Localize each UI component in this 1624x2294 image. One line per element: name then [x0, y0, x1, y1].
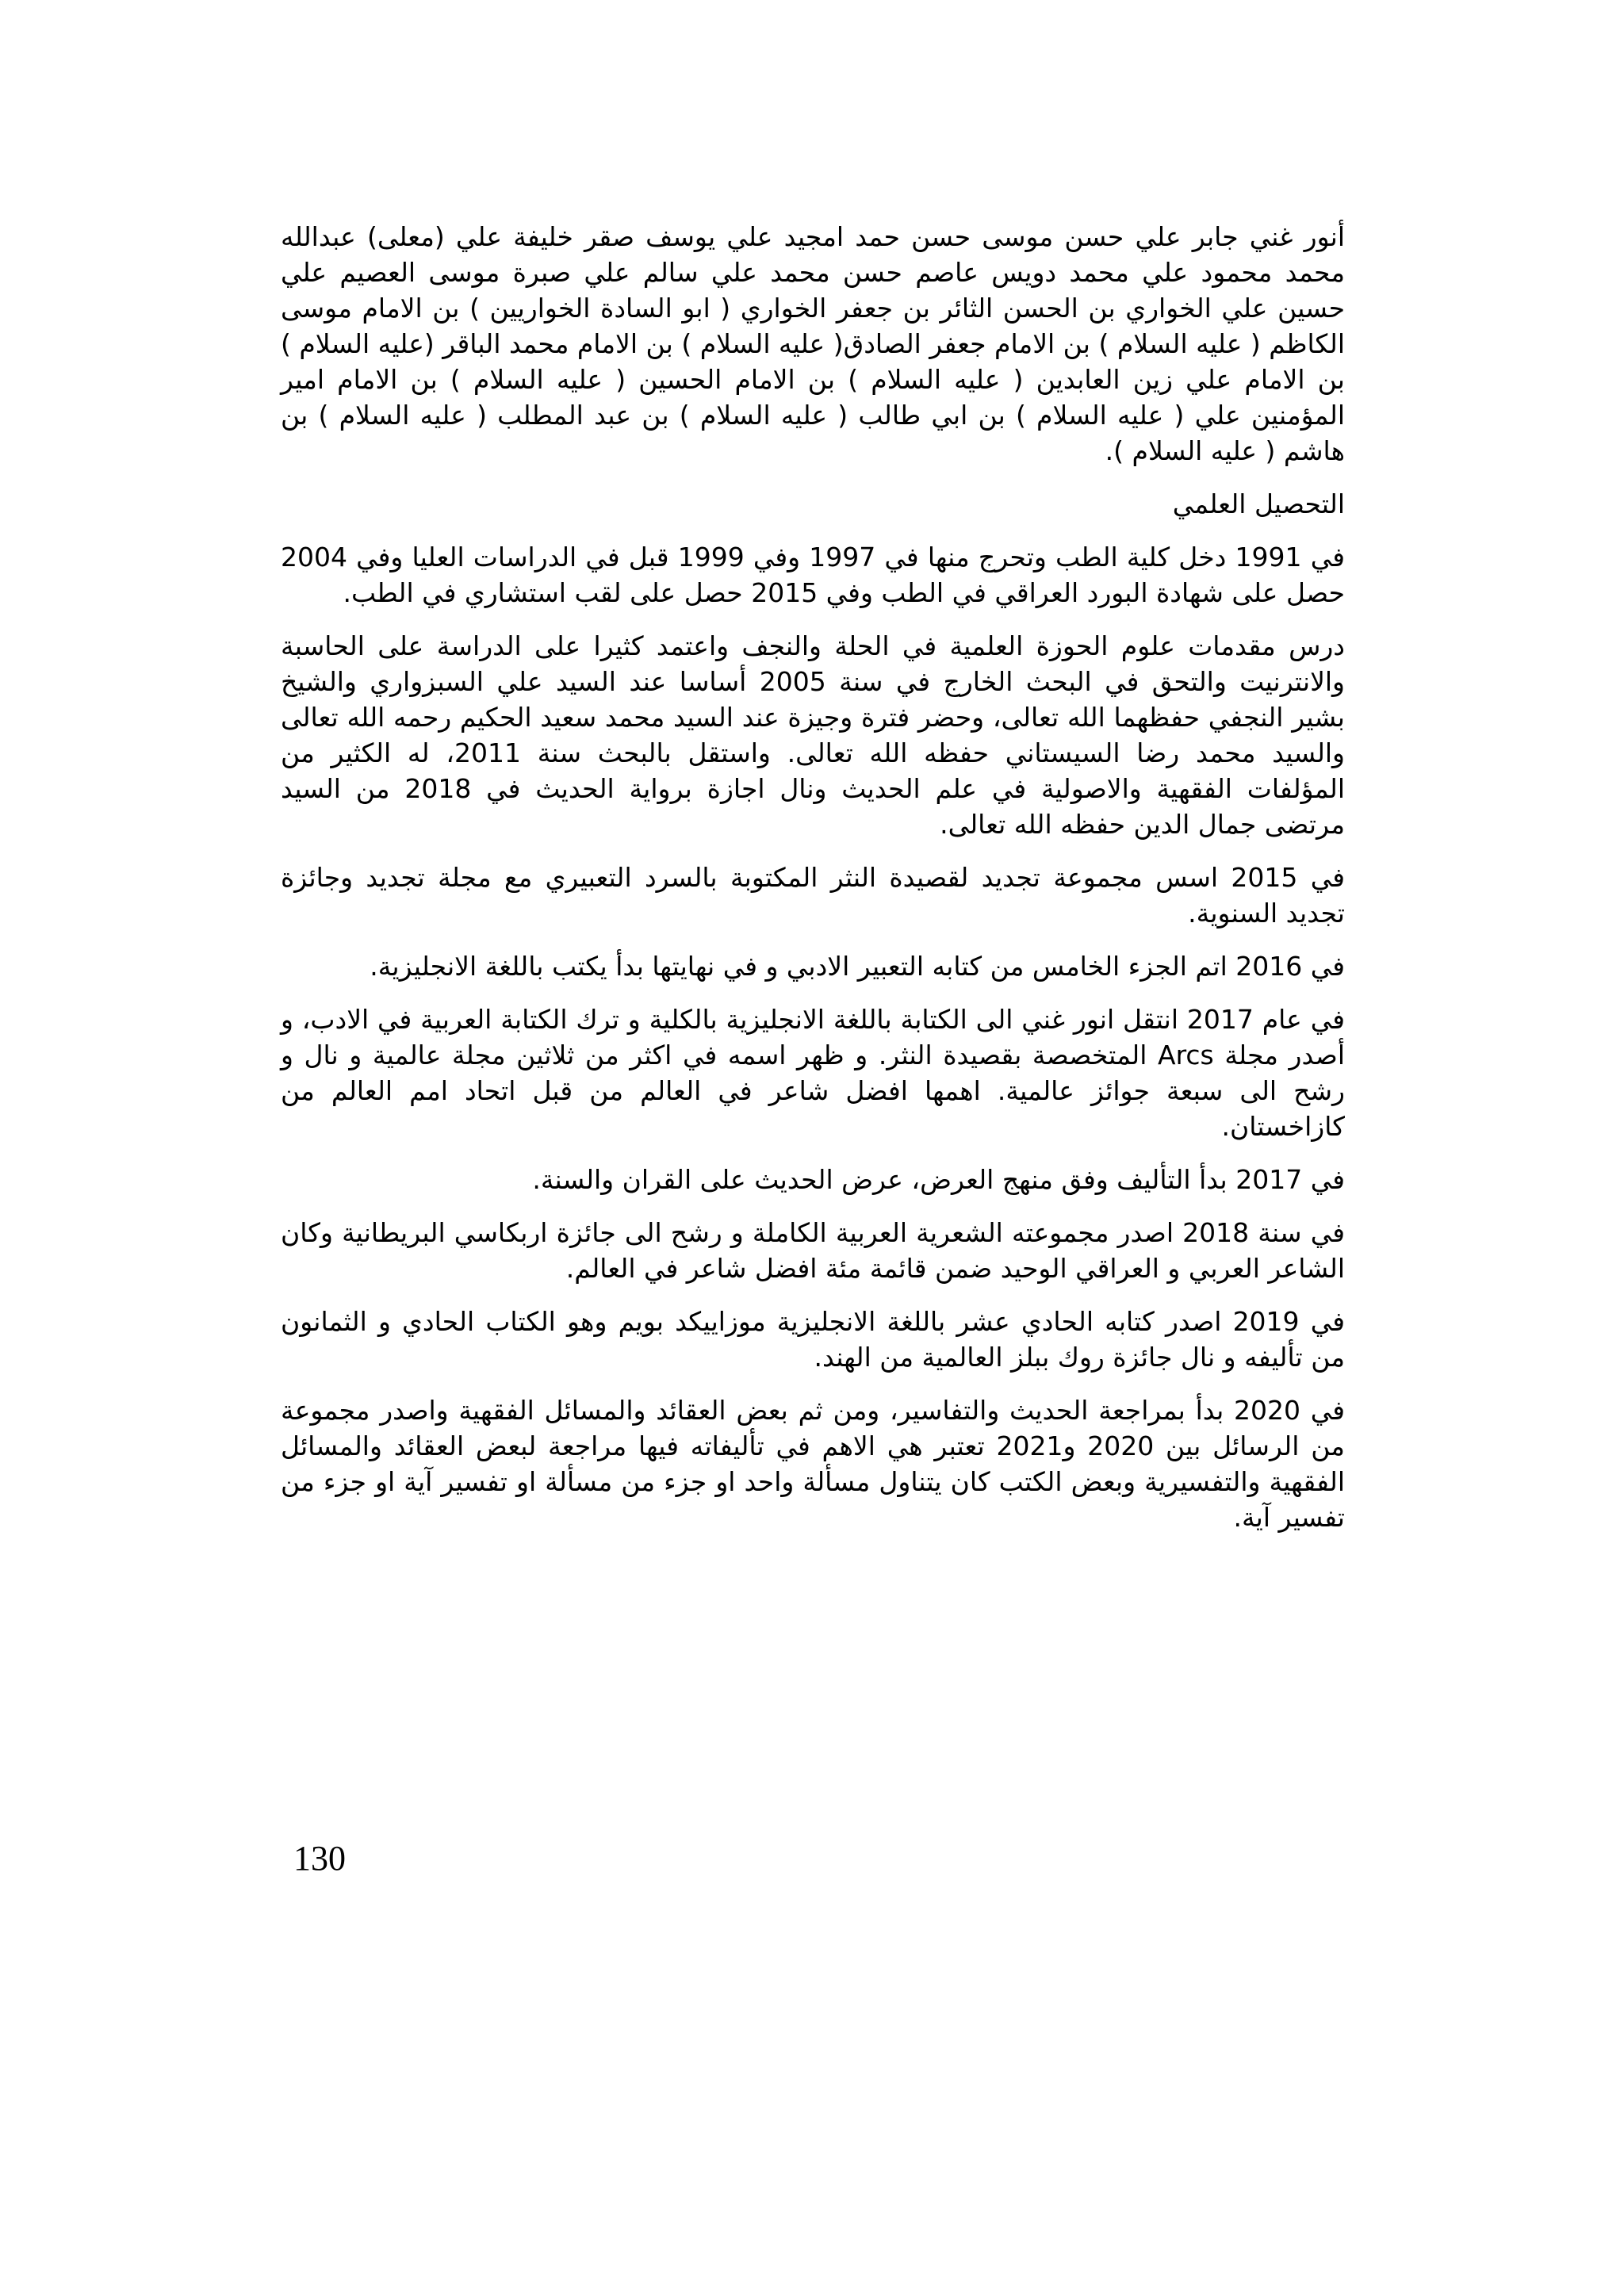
medical-education-paragraph: في 1991 دخل كلية الطب وتحرج منها في 1997 وفي 1999 قبل في الدراسات العليا وفي 2004 حصل على شهادة البورد العراقي في الطب وفي 2015 حصل على لقب استشاري في الطب. — [281, 542, 1345, 608]
year-2017-authorship-paragraph: في 2017 بدأ التأليف وفق منهج العرض، عرض الحديث على القران والسنة. — [532, 1164, 1345, 1195]
year-2019-paragraph: في 2019 اصدر كتابه الحادي عشر باللغة الانجليزية موزاييكد بويم وهو الكتاب الحادي و الثمانون من تأليفه و نال جائزة روك ببلز العالمية من الهند. — [281, 1306, 1345, 1373]
year-2016-paragraph: في 2016 اتم الجزء الخامس من كتابه التعبير الادبي و في نهايتها بدأ يكتب باللغة الانجليزية. — [370, 951, 1345, 982]
year-2017-english-paragraph: في عام 2017 انتقل انور غني الى الكتابة باللغة الانجليزية بالكلية و ترك الكتابة العربية في الادب، و أصدر مجلة Arcs المتخصصة بقصيدة النثر. و ظهر اسمه في اكثر من ثلاثين مجلة عالمية و نال و رشح الى سبعة جوائز عالمية. اهمها افضل شاعر في العالم من قبل اتحاد امم العالم من كازاخستان. — [281, 1004, 1345, 1142]
religious-studies-paragraph: درس مقدمات علوم الحوزة العلمية في الحلة والنجف واعتمد كثيرا على الدراسة على الحاسبة والانترنيت والتحق في البحث الخارج في سنة 2005 أساسا عند السيد علي السبزواري والشيخ بشير النجفي حفظهما الله تعالى، وحضر فترة وجيزة عند السيد محمد سعيد الحكيم رحمه الله تعالى والسيد محمد رضا السيستاني حفظه الله تعالى. واستقل بالبحث سنة 2011، له الكثير من المؤلفات الفقهية والاصولية في علم الحديث ونال اجازة برواية الحديث في 2018 من السيد مرتضى جمال الدين حفظه الله تعالى. — [281, 630, 1345, 840]
tajdeed-paragraph: في 2015 اسس مجموعة تجديد لقصيدة النثر المكتوبة بالسرد التعبيري مع مجلة تجديد وجائزة تجديد السنوية. — [281, 862, 1345, 929]
genealogy-paragraph: أنور غني جابر علي حسن موسى حسن حمد امجيد علي يوسف صقر خليفة علي (معلى) عبدالله محمد محمود علي محمد دويس عاصم حسن محمد علي سالم علي صبرة موسى العصيم علي حسين علي الخواري بن الحسن الثائر بن جعفر الخواري ( ابو السادة الخواريين ) بن الامام موسى الكاظم ( عليه السلام ) بن الامام جعفر الصادق( عليه السلام ) بن الامام محمد الباقر (عليه السلام ) بن الامام علي زين العابدين ( عليه السلام ) بن الامام الحسين ( عليه السلام ) بن الامام امير المؤمنين علي ( عليه السلام ) بن ابي طالب ( عليه السلام ) بن عبد المطلب ( عليه السلام ) بن هاشم ( عليه السلام ). — [281, 221, 1345, 466]
year-2018-paragraph: في سنة 2018 اصدر مجموعته الشعرية العربية الكاملة و رشح الى جائزة اربكاسي البريطانية وكان الشاعر العربي و العراقي الوحيد ضمن قائمة مئة افضل شاعر في العالم. — [281, 1217, 1345, 1284]
page-number: 130 — [293, 1839, 346, 1878]
section-heading: التحصيل العلمي — [1172, 488, 1345, 519]
body-text — [281, 219, 1345, 1553]
year-2020-paragraph: في 2020 بدأ بمراجعة الحديث والتفاسير، ومن ثم بعض العقائد والمسائل الفقهية واصدر مجموعة من الرسائل بين 2020 و2021 تعتبر هي الاهم في تأليفاته فيها مراجعة لبعض العقائد والمسائل الفقهية والتفسيرية وبعض الكتب كان يتناول مسألة واحد او جزء من مسألة او تفسير آية او جزء من تفسير آية. — [281, 1395, 1346, 1533]
